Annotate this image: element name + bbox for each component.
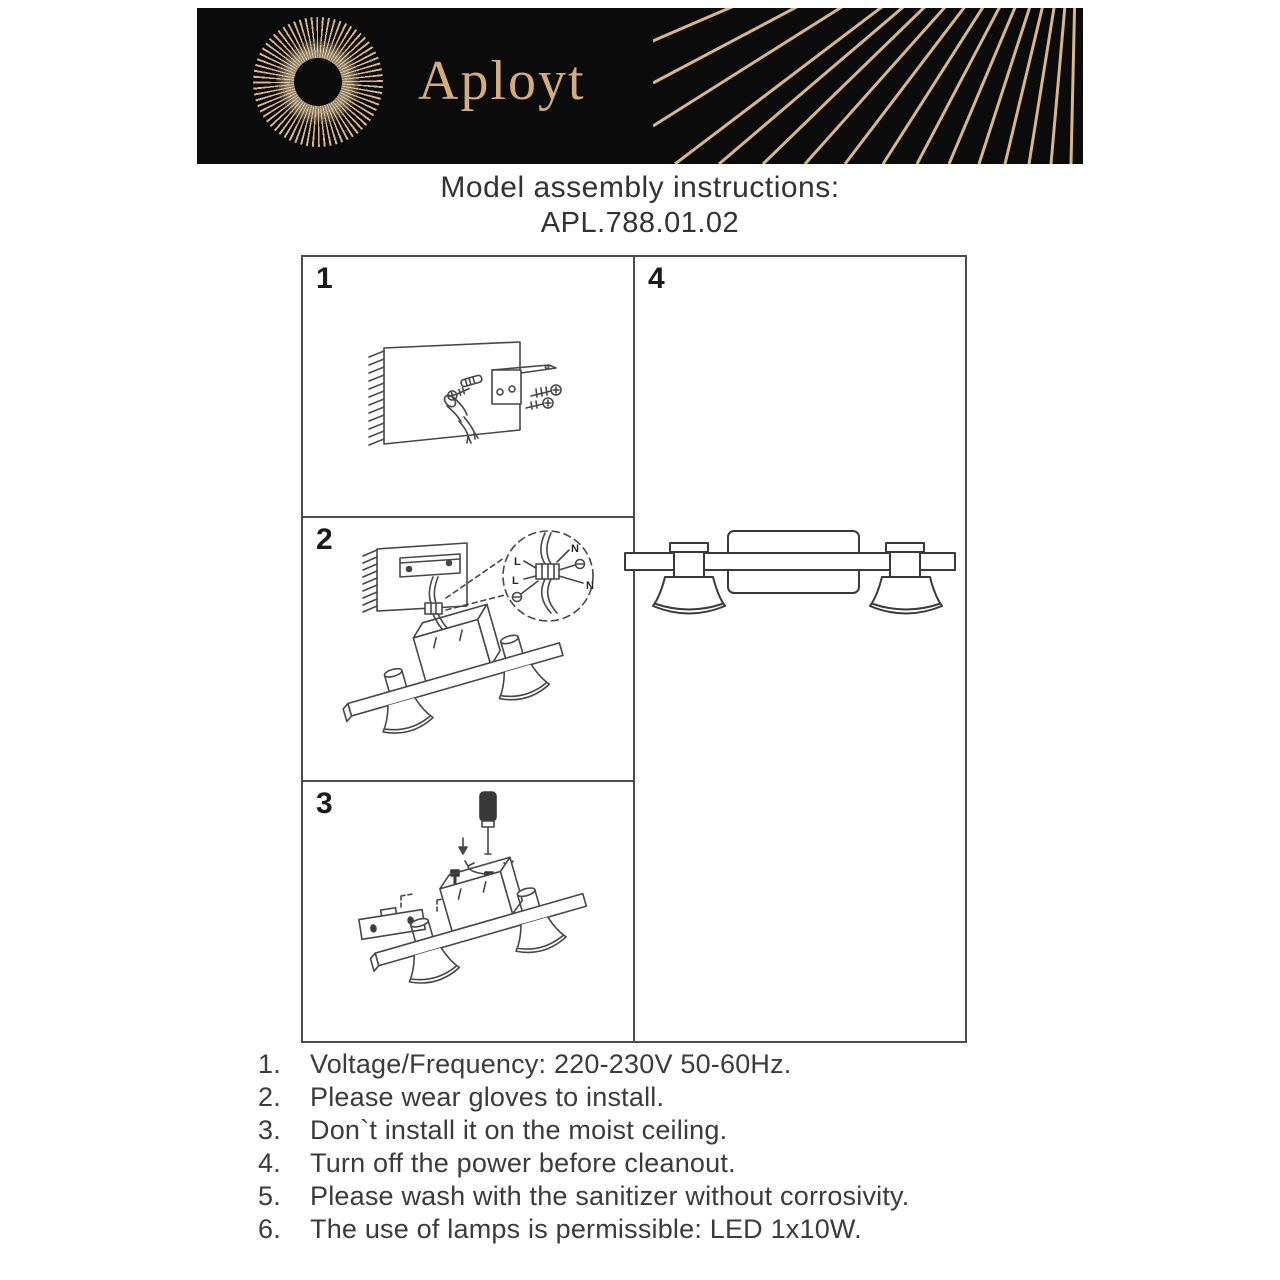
item-text: Voltage/Frequency: 220-230V 50-60Hz.: [310, 1049, 792, 1079]
item-number: 5.: [258, 1181, 281, 1211]
item-number: 2.: [258, 1082, 281, 1112]
step-3-diagram: [303, 782, 633, 1039]
step-4-number: 4: [648, 262, 665, 295]
item-text: Turn off the power before cleanout.: [310, 1148, 736, 1178]
list-item: [258, 1147, 1038, 1180]
starburst-center: [294, 58, 342, 106]
step-3-number: 3: [316, 787, 333, 820]
wire-label-n-top: N: [571, 543, 579, 555]
model-number: APL.788.01.02: [540, 207, 740, 239]
step-2-diagram: [303, 518, 633, 780]
step-2-panel: [301, 518, 635, 782]
wire-label-n-mid: N: [586, 580, 594, 592]
wire-label-l-mid: L: [512, 575, 519, 587]
item-number: 1.: [258, 1049, 281, 1079]
list-item: [258, 1114, 1038, 1147]
list-item: [258, 1081, 1038, 1114]
step-1-panel: [301, 255, 635, 518]
item-text: Please wear gloves to install.: [310, 1082, 665, 1112]
item-text: Please wash with the sanitizer without corrosivity.: [310, 1181, 910, 1211]
list-item: [258, 1213, 1038, 1246]
instructions-list: [258, 1048, 1038, 1246]
item-number: 3.: [258, 1115, 281, 1145]
item-number: 6.: [258, 1214, 281, 1244]
step-4-panel: [635, 255, 967, 1043]
corner-rays-decoration: [653, 8, 1083, 164]
step-2-number: 2: [316, 523, 333, 556]
item-text: Don`t install it on the moist ceiling.: [310, 1115, 728, 1145]
page-title: Model assembly instructions:: [440, 171, 840, 204]
title-block: [0, 170, 1280, 240]
step-3-panel: [301, 782, 635, 1043]
list-item: [258, 1048, 1038, 1081]
brand-wordmark: Aployt: [418, 50, 586, 112]
list-item: [258, 1180, 1038, 1213]
step-1-number: 1: [316, 262, 333, 295]
item-text: The use of lamps is permissible: LED 1x10W.: [310, 1214, 862, 1244]
assembly-steps-grid: [301, 255, 967, 1043]
step-4-diagram: [635, 257, 963, 1041]
step-1-diagram: [303, 257, 633, 516]
brand-banner: [197, 8, 1083, 164]
starburst-logo-icon: [253, 17, 383, 147]
wire-label-l-top: L: [514, 556, 521, 568]
item-number: 4.: [258, 1148, 281, 1178]
